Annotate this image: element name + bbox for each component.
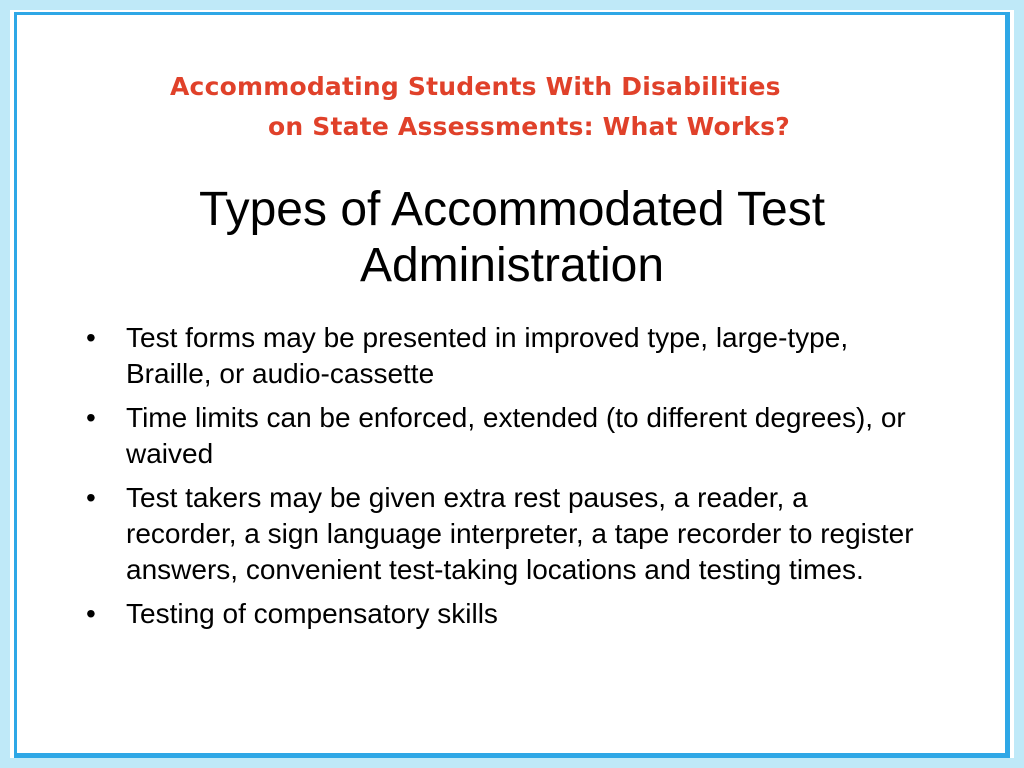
bullet-text: Time limits can be enforced, extended (to different degrees), or waived [126, 402, 906, 469]
bullet-marker: • [86, 322, 96, 353]
bullet-item [84, 480, 914, 588]
bullet-text: Test forms may be presented in improved type, large-type, Braille, or audio-cassette [126, 322, 849, 389]
bullet-marker: • [86, 402, 96, 433]
bullet-item [84, 596, 914, 632]
bullet-list [84, 320, 914, 640]
banner-line-2: on State Assessments: What Works? [268, 112, 790, 141]
bullet-marker: • [86, 598, 96, 629]
bullet-item [84, 320, 914, 392]
bullet-text: Test takers may be given extra rest pauses, a reader, a recorder, a sign language interpreter, a tape recorder to register answers, convenient test-taking locations and testing times. [126, 482, 914, 585]
banner-line-1: Accommodating Students With Disabilities [170, 72, 781, 101]
slide-title-line-1: Types of Accommodated Test [198, 183, 826, 236]
bullet-text: Testing of compensatory skills [126, 598, 498, 629]
bullet-item [84, 400, 914, 472]
slide-title-line-2: Administration [359, 239, 665, 292]
bullet-marker: • [86, 482, 96, 513]
slide-title [0, 182, 1024, 294]
